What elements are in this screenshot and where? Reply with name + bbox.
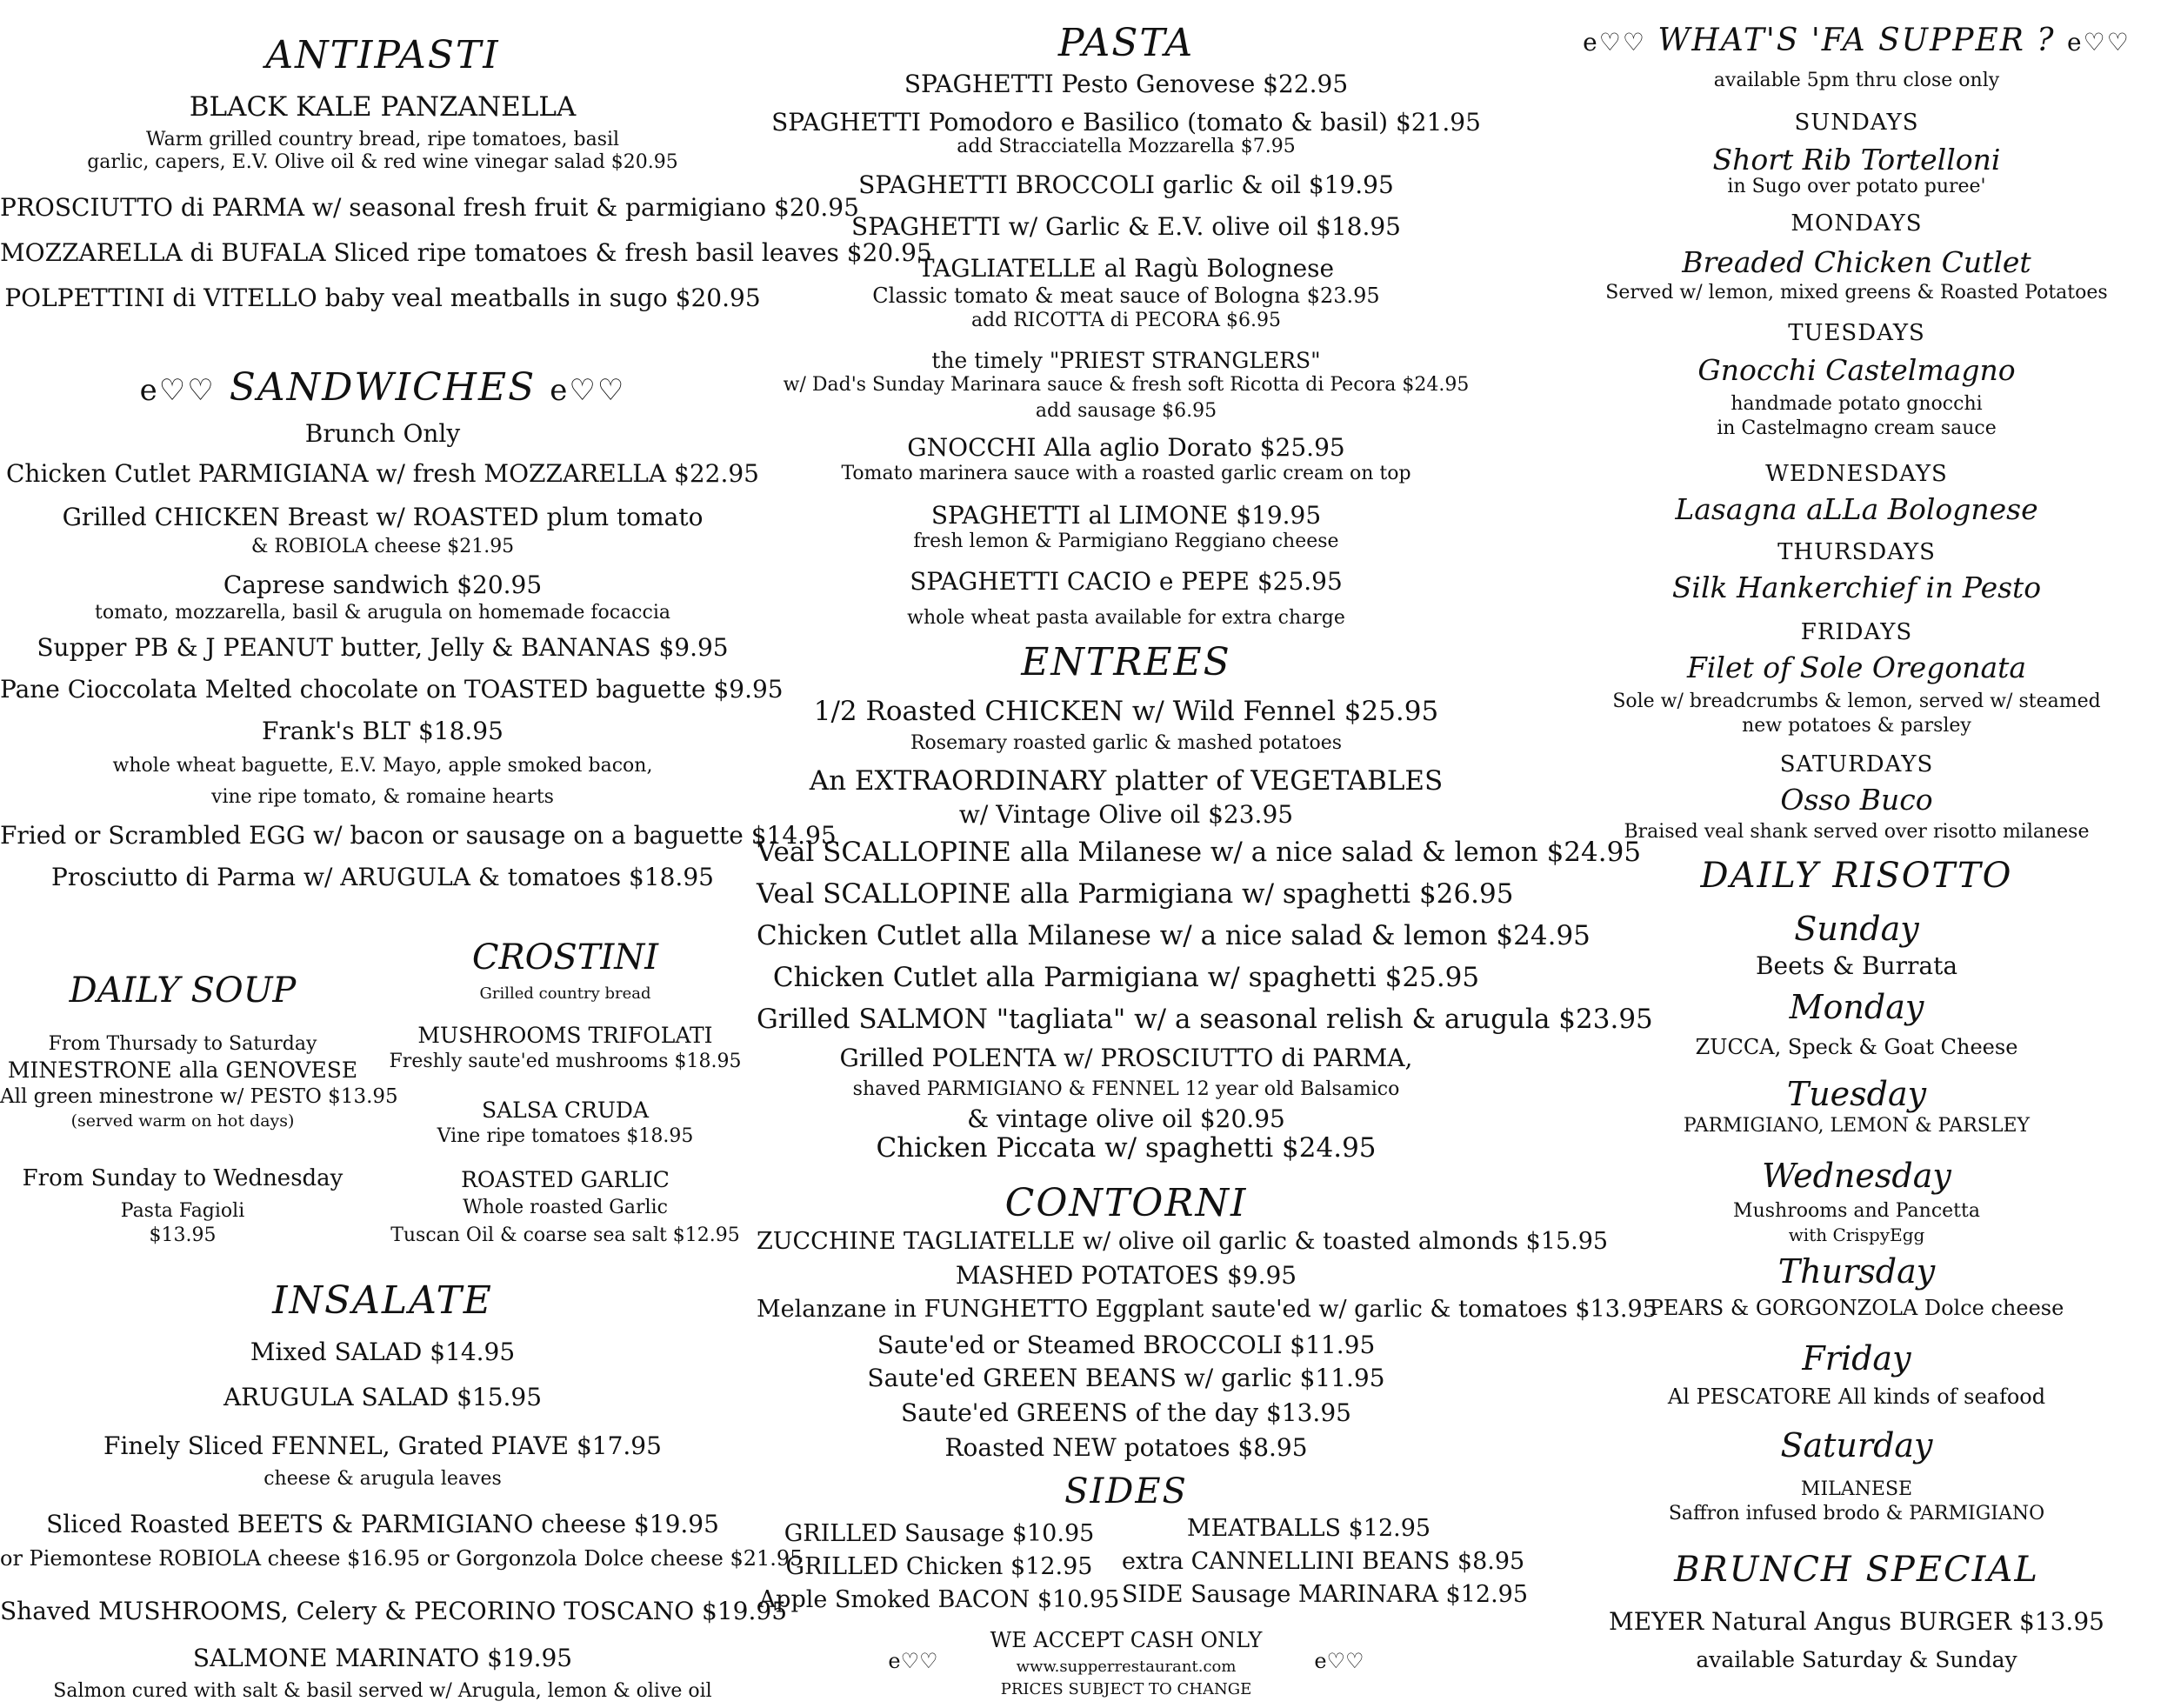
contorni-item: MASHED POTATOES $9.95 [955, 1261, 1297, 1290]
risotto-heading: DAILY RISOTTO [1700, 856, 2013, 896]
risotto-desc: PEARS & GORGONZOLA Dolce cheese [1649, 1296, 2064, 1320]
insalate-item: Sliced Roasted BEETS & PARMIGIANO cheese $19.95 [46, 1510, 719, 1538]
supper-desc: Sole w/ breadcrumbs & lemon, served w/ steamed [1612, 691, 2101, 712]
crostini-desc: Freshly saute'ed mushrooms $18.95 [389, 1051, 742, 1072]
heart-ornament-icon: e♡♡ [1314, 1649, 1364, 1673]
risotto-desc: with CrispyEgg [1788, 1224, 1925, 1245]
insalate-desc: cheese & arugula leaves [263, 1468, 502, 1490]
antipasti-item: MOZZARELLA di BUFALA Sliced ripe tomatoes & fresh basil leaves $20.95 [0, 238, 932, 267]
risotto-desc: Mushrooms and Pancetta [1733, 1200, 1980, 1222]
soup-price: $13.95 [149, 1224, 217, 1246]
supper-desc: new potatoes & parsley [1742, 715, 1971, 737]
supper-day: WEDNESDAYS [1765, 461, 1948, 487]
antipasti-heading: ANTIPASTI [265, 33, 500, 77]
supper-day: TUESDAYS [1788, 320, 1925, 346]
pasta-item: GNOCCHI Alla aglio Dorato $25.95 [907, 433, 1345, 462]
entree-item: Chicken Piccata w/ spaghetti $24.95 [876, 1132, 1377, 1164]
sandwich-item: Grilled CHICKEN Breast w/ ROASTED plum tomato [62, 503, 704, 531]
risotto-day: Wednesday [1762, 1157, 1951, 1195]
sandwich-desc: tomato, mozzarella, basil & arugula on homemade focaccia [95, 602, 670, 624]
pasta-item: SPAGHETTI Pesto Genovese $22.95 [904, 70, 1349, 98]
supper-heading [1574, 23, 2139, 58]
pasta-desc: whole wheat pasta available for extra charge [907, 607, 1345, 629]
risotto-desc: Al PESCATORE All kinds of seafood [1667, 1384, 2046, 1409]
sandwich-item: Prosciutto di Parma w/ ARUGULA & tomatoes $18.95 [51, 863, 714, 891]
entree-item: An EXTRAORDINARY platter of VEGETABLES [809, 765, 1444, 797]
supper-dish: Short Rib Tortelloni [1712, 143, 2001, 177]
supper-day: THURSDAYS [1777, 539, 1936, 565]
soup-item: All green minestrone w/ PESTO $13.95 [0, 1085, 398, 1108]
soup-item: Pasta Fagioli [120, 1200, 245, 1222]
risotto-desc: Beets & Burrata [1755, 951, 1958, 980]
insalate-desc: or Piemontese ROBIOLA cheese $16.95 or Gorgonzola Dolce cheese $21.95 [0, 1546, 804, 1571]
antipasti-item: PROSCIUTTO di PARMA w/ seasonal fresh fruit & parmigiano $20.95 [0, 193, 859, 222]
pasta-desc: w/ Dad's Sunday Marinara sauce & fresh soft Ricotta di Pecora $24.95 [783, 374, 1470, 396]
heart-ornament-icon: e♡♡ [2067, 28, 2131, 57]
heart-ornament-icon: e♡♡ [550, 373, 626, 408]
sandwiches-heading [0, 365, 765, 410]
supper-day: SATURDAYS [1779, 751, 1934, 777]
supper-day: MONDAYS [1791, 210, 1923, 237]
pasta-desc: add sausage $6.95 [1035, 400, 1217, 422]
sandwich-item: Fried or Scrambled EGG w/ bacon or sausage on a baguette $14.95 [0, 821, 837, 850]
pasta-desc: fresh lemon & Parmigiano Reggiano cheese [913, 530, 1339, 552]
pasta-item: SPAGHETTI w/ Garlic & E.V. olive oil $18.95 [851, 212, 1401, 241]
pasta-desc: Tomato marinera sauce with a roasted garlic cream on top [841, 463, 1411, 484]
sides-heading: SIDES [1064, 1471, 1188, 1511]
supper-title: WHAT'S 'FA SUPPER ? [1657, 23, 2056, 58]
entree-desc: w/ Vintage Olive oil $23.95 [958, 800, 1294, 829]
sandwiches-note: Brunch Only [304, 419, 461, 448]
entree-item: Chicken Cutlet alla Parmigiana w/ spaghetti $25.95 [772, 962, 1480, 993]
pasta-item: SPAGHETTI Pomodoro e Basilico (tomato & basil) $21.95 [771, 108, 1481, 137]
sides-item: MEATBALLS $12.95 [1186, 1515, 1431, 1542]
sandwich-desc: & ROBIOLA cheese $21.95 [250, 536, 515, 557]
soup-desc: From Thursady to Saturday [48, 1033, 317, 1055]
supper-subtitle: available 5pm thru close only [1713, 70, 2000, 91]
entrees-heading: ENTREES [1021, 640, 1231, 684]
entree-desc: & vintage olive oil $20.95 [967, 1104, 1285, 1133]
supper-dish: Silk Hankerchief in Pesto [1671, 570, 2042, 604]
heart-ornament-icon: e♡♡ [139, 373, 216, 408]
supper-desc: in Sugo over potato puree' [1727, 176, 1986, 197]
soup-desc: From Sunday to Wednesday [22, 1165, 343, 1191]
antipasti-desc: Warm grilled country bread, ripe tomatoes, basil [145, 129, 620, 150]
pasta-item: TAGLIATELLE al Ragù Bolognese [917, 254, 1335, 283]
entree-desc: shaved PARMIGIANO & FENNEL 12 year old Balsamico [852, 1078, 1400, 1100]
supper-desc: handmade potato gnocchi [1731, 393, 1983, 415]
risotto-day: Tuesday [1786, 1075, 1927, 1113]
contorni-item: Roasted NEW potatoes $8.95 [944, 1433, 1308, 1462]
contorni-item: ZUCCHINE TAGLIATELLE w/ olive oil garlic & toasted almonds $15.95 [757, 1228, 1609, 1255]
risotto-desc: MILANESE [1800, 1478, 1913, 1500]
heart-ornament-icon: e♡♡ [888, 1649, 938, 1673]
contorni-item: Saute'ed GREENS of the day $13.95 [901, 1398, 1351, 1427]
insalate-desc: Salmon cured with salt & basil served w/ Arugula, lemon & olive oil [53, 1680, 712, 1702]
supper-day: FRIDAYS [1800, 619, 1913, 645]
entree-item: 1/2 Roasted CHICKEN w/ Wild Fennel $25.95 [813, 696, 1439, 727]
crostini-item: MUSHROOMS TRIFOLATI [417, 1023, 713, 1048]
soup-heading: DAILY SOUP [69, 971, 297, 1011]
sandwich-item: Frank's BLT $18.95 [262, 717, 503, 745]
insalate-item: Shaved MUSHROOMS, Celery & PECORINO TOSCANO $19.95 [0, 1597, 788, 1625]
middle-column [757, 0, 1657, 1708]
insalate-heading: INSALATE [272, 1278, 493, 1323]
antipasti-desc: garlic, capers, E.V. Olive oil & red wine vinegar salad $20.95 [87, 151, 678, 173]
supper-dish: Breaded Chicken Cutlet [1682, 245, 2031, 279]
risotto-day: Friday [1802, 1339, 1911, 1378]
risotto-day: Saturday [1780, 1426, 1933, 1464]
supper-desc: Served w/ lemon, mixed greens & Roasted Potatoes [1605, 282, 2108, 304]
contorni-item: Saute'ed GREEN BEANS w/ garlic $11.95 [867, 1364, 1385, 1392]
insalate-item: Mixed SALAD $14.95 [250, 1338, 516, 1366]
risotto-day: Thursday [1777, 1252, 1936, 1291]
sides-item: Apple Smoked BACON $10.95 [758, 1586, 1120, 1613]
entree-item: Veal SCALLOPINE alla Milanese w/ a nice salad & lemon $24.95 [757, 837, 1642, 868]
risotto-day: Monday [1789, 988, 1924, 1026]
brunch-desc: available Saturday & Sunday [1696, 1647, 2017, 1672]
sandwich-item: Chicken Cutlet PARMIGIANA w/ fresh MOZZARELLA $22.95 [5, 459, 759, 488]
sandwiches-title: SANDWICHES [229, 365, 537, 410]
pasta-desc: Classic tomato & meat sauce of Bologna $23.95 [872, 284, 1380, 308]
entree-item: Veal SCALLOPINE alla Parmigiana w/ spaghetti $26.95 [757, 878, 1514, 910]
pasta-item: SPAGHETTI BROCCOLI garlic & oil $19.95 [858, 170, 1394, 199]
supper-day: SUNDAYS [1794, 110, 1919, 136]
brunch-item: MEYER Natural Angus BURGER $13.95 [1609, 1607, 2104, 1636]
entree-item: Grilled SALMON "tagliata" w/ a seasonal relish & arugula $23.95 [757, 1004, 1653, 1035]
insalate-item: ARUGULA SALAD $15.95 [223, 1383, 543, 1411]
crostini-item: SALSA CRUDA [481, 1098, 650, 1123]
antipasti-item: BLACK KALE PANZANELLA [189, 91, 577, 123]
crostini-note: Grilled country bread [479, 984, 651, 1003]
insalate-item: Finely Sliced FENNEL, Grated PIAVE $17.95 [103, 1431, 662, 1460]
sandwich-desc: vine ripe tomato, & romaine hearts [211, 786, 554, 808]
sides-item: extra CANNELLINI BEANS $8.95 [1122, 1548, 1525, 1575]
prices-note: PRICES SUBJECT TO CHANGE [1000, 1680, 1252, 1698]
contorni-item: Saute'ed or Steamed BROCCOLI $11.95 [877, 1331, 1376, 1359]
sandwich-item: Pane Cioccolata Melted chocolate on TOASTED baguette $9.95 [0, 675, 784, 704]
left-column [0, 0, 932, 1708]
risotto-desc: Saffron infused brodo & PARMIGIANO [1668, 1503, 2045, 1525]
supper-desc: in Castelmagno cream sauce [1717, 417, 1997, 439]
supper-desc: Braised veal shank served over risotto milanese [1624, 821, 2090, 843]
soup-desc: (served warm on hot days) [70, 1111, 295, 1131]
soup-item: MINESTRONE alla GENOVESE [7, 1057, 358, 1083]
insalate-item: SALMONE MARINATO $19.95 [192, 1644, 573, 1672]
contorni-heading: CONTORNI [1004, 1181, 1248, 1225]
pasta-heading: PASTA [1057, 21, 1195, 65]
entree-item: Grilled POLENTA w/ PROSCIUTTO di PARMA, [839, 1044, 1413, 1072]
website-link[interactable]: www.supperrestaurant.com [1016, 1658, 1237, 1676]
pasta-item: SPAGHETTI al LIMONE $19.95 [930, 501, 1322, 530]
brunch-heading: BRUNCH SPECIAL [1674, 1550, 2039, 1590]
risotto-day: Sunday [1794, 910, 1919, 948]
pasta-desc: add RICOTTA di PECORA $6.95 [970, 310, 1282, 331]
crostini-item: ROASTED GARLIC [461, 1167, 670, 1192]
entree-desc: Rosemary roasted garlic & mashed potatoes [910, 732, 1343, 754]
cash-only-note: WE ACCEPT CASH ONLY [990, 1628, 1263, 1652]
sides-item: SIDE Sausage MARINARA $12.95 [1122, 1581, 1529, 1608]
supper-dish: Gnocchi Castelmagno [1697, 353, 2016, 387]
contorni-item: Melanzane in FUNGHETTO Eggplant saute'ed w/ garlic & tomatoes $13.95 [757, 1296, 1657, 1323]
pasta-item: the timely "PRIEST STRANGLERS" [931, 348, 1321, 373]
pasta-desc: add Stracciatella Mozzarella $7.95 [957, 136, 1296, 157]
supper-dish: Osso Buco [1780, 783, 1933, 817]
risotto-desc: PARMIGIANO, LEMON & PARSLEY [1683, 1115, 2031, 1137]
right-column [1574, 0, 2139, 1708]
supper-dish: Lasagna aLLa Bolognese [1675, 492, 2038, 526]
sides-item: GRILLED Sausage $10.95 [784, 1520, 1095, 1547]
crostini-desc: Whole roasted Garlic [463, 1197, 668, 1218]
sandwich-desc: whole wheat baguette, E.V. Mayo, apple smoked bacon, [112, 755, 653, 777]
crostini-desc: Tuscan Oil & coarse sea salt $12.95 [390, 1224, 740, 1246]
sandwich-item: Caprese sandwich $20.95 [223, 570, 543, 599]
pasta-item: SPAGHETTI CACIO e PEPE $25.95 [910, 567, 1343, 596]
sides-item: GRILLED Chicken $12.95 [785, 1553, 1093, 1580]
heart-ornament-icon: e♡♡ [1583, 28, 1646, 57]
supper-dish: Filet of Sole Oregonata [1686, 651, 2027, 684]
entree-item: Chicken Cutlet alla Milanese w/ a nice salad & lemon $24.95 [757, 920, 1590, 951]
crostini-heading: CROSTINI [471, 937, 659, 977]
sandwich-item: Supper PB & J PEANUT butter, Jelly & BANANAS $9.95 [37, 633, 729, 662]
risotto-desc: ZUCCA, Speck & Goat Cheese [1695, 1035, 2018, 1059]
antipasti-item: POLPETTINI di VITELLO baby veal meatballs in sugo $20.95 [4, 284, 761, 312]
crostini-desc: Vine ripe tomatoes $18.95 [437, 1125, 694, 1147]
